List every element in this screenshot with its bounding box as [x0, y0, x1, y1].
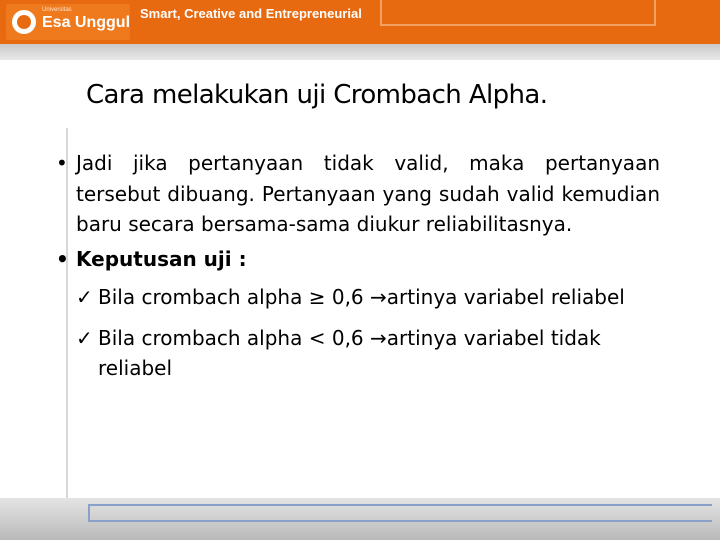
header-decor-frame — [380, 0, 656, 26]
result-text: artinya variabel tidak reliabel — [98, 325, 601, 380]
arrow-right-icon: → — [370, 285, 387, 309]
bullet-icon: • — [56, 151, 68, 175]
header-bar — [0, 0, 720, 44]
header-tagline: Smart, Creative and Entrepreneurial — [140, 6, 362, 21]
slide-content — [56, 148, 660, 384]
result-text: artinya variabel reliabel — [386, 285, 625, 309]
bullet-text: Jadi jika pertanyaan tidak valid, maka pertanyaan tersebut dibuang. Pertanyaan yang sudah valid kemudian baru secara bersama-sama diukur reliabilitasnya. — [76, 151, 660, 236]
slide-title: Cara melakukan uji Crombach Alpha. — [86, 80, 548, 110]
bullet-text: Keputusan uji : — [76, 246, 247, 271]
bullet-icon: • — [56, 246, 69, 271]
bullet-item — [56, 244, 660, 275]
logo-text: Esa Unggul — [42, 14, 131, 31]
header-shadow-band — [0, 44, 720, 60]
logo-caption: Universitas — [42, 7, 72, 13]
checkmark-icon: ✓ — [76, 325, 93, 350]
checklist-item — [56, 323, 660, 384]
condition-text: Bila crombach alpha ≥ 0,6 — [98, 285, 371, 309]
logo-emblem-icon — [12, 10, 36, 34]
checklist-item — [56, 282, 660, 313]
footer-decor-frame — [88, 504, 712, 522]
bullet-item — [56, 148, 660, 240]
arrow-right-icon: → — [370, 325, 387, 350]
condition-text: Bila crombach alpha < 0,6 — [98, 325, 371, 350]
university-logo — [6, 4, 130, 40]
checkmark-icon: ✓ — [76, 285, 93, 309]
